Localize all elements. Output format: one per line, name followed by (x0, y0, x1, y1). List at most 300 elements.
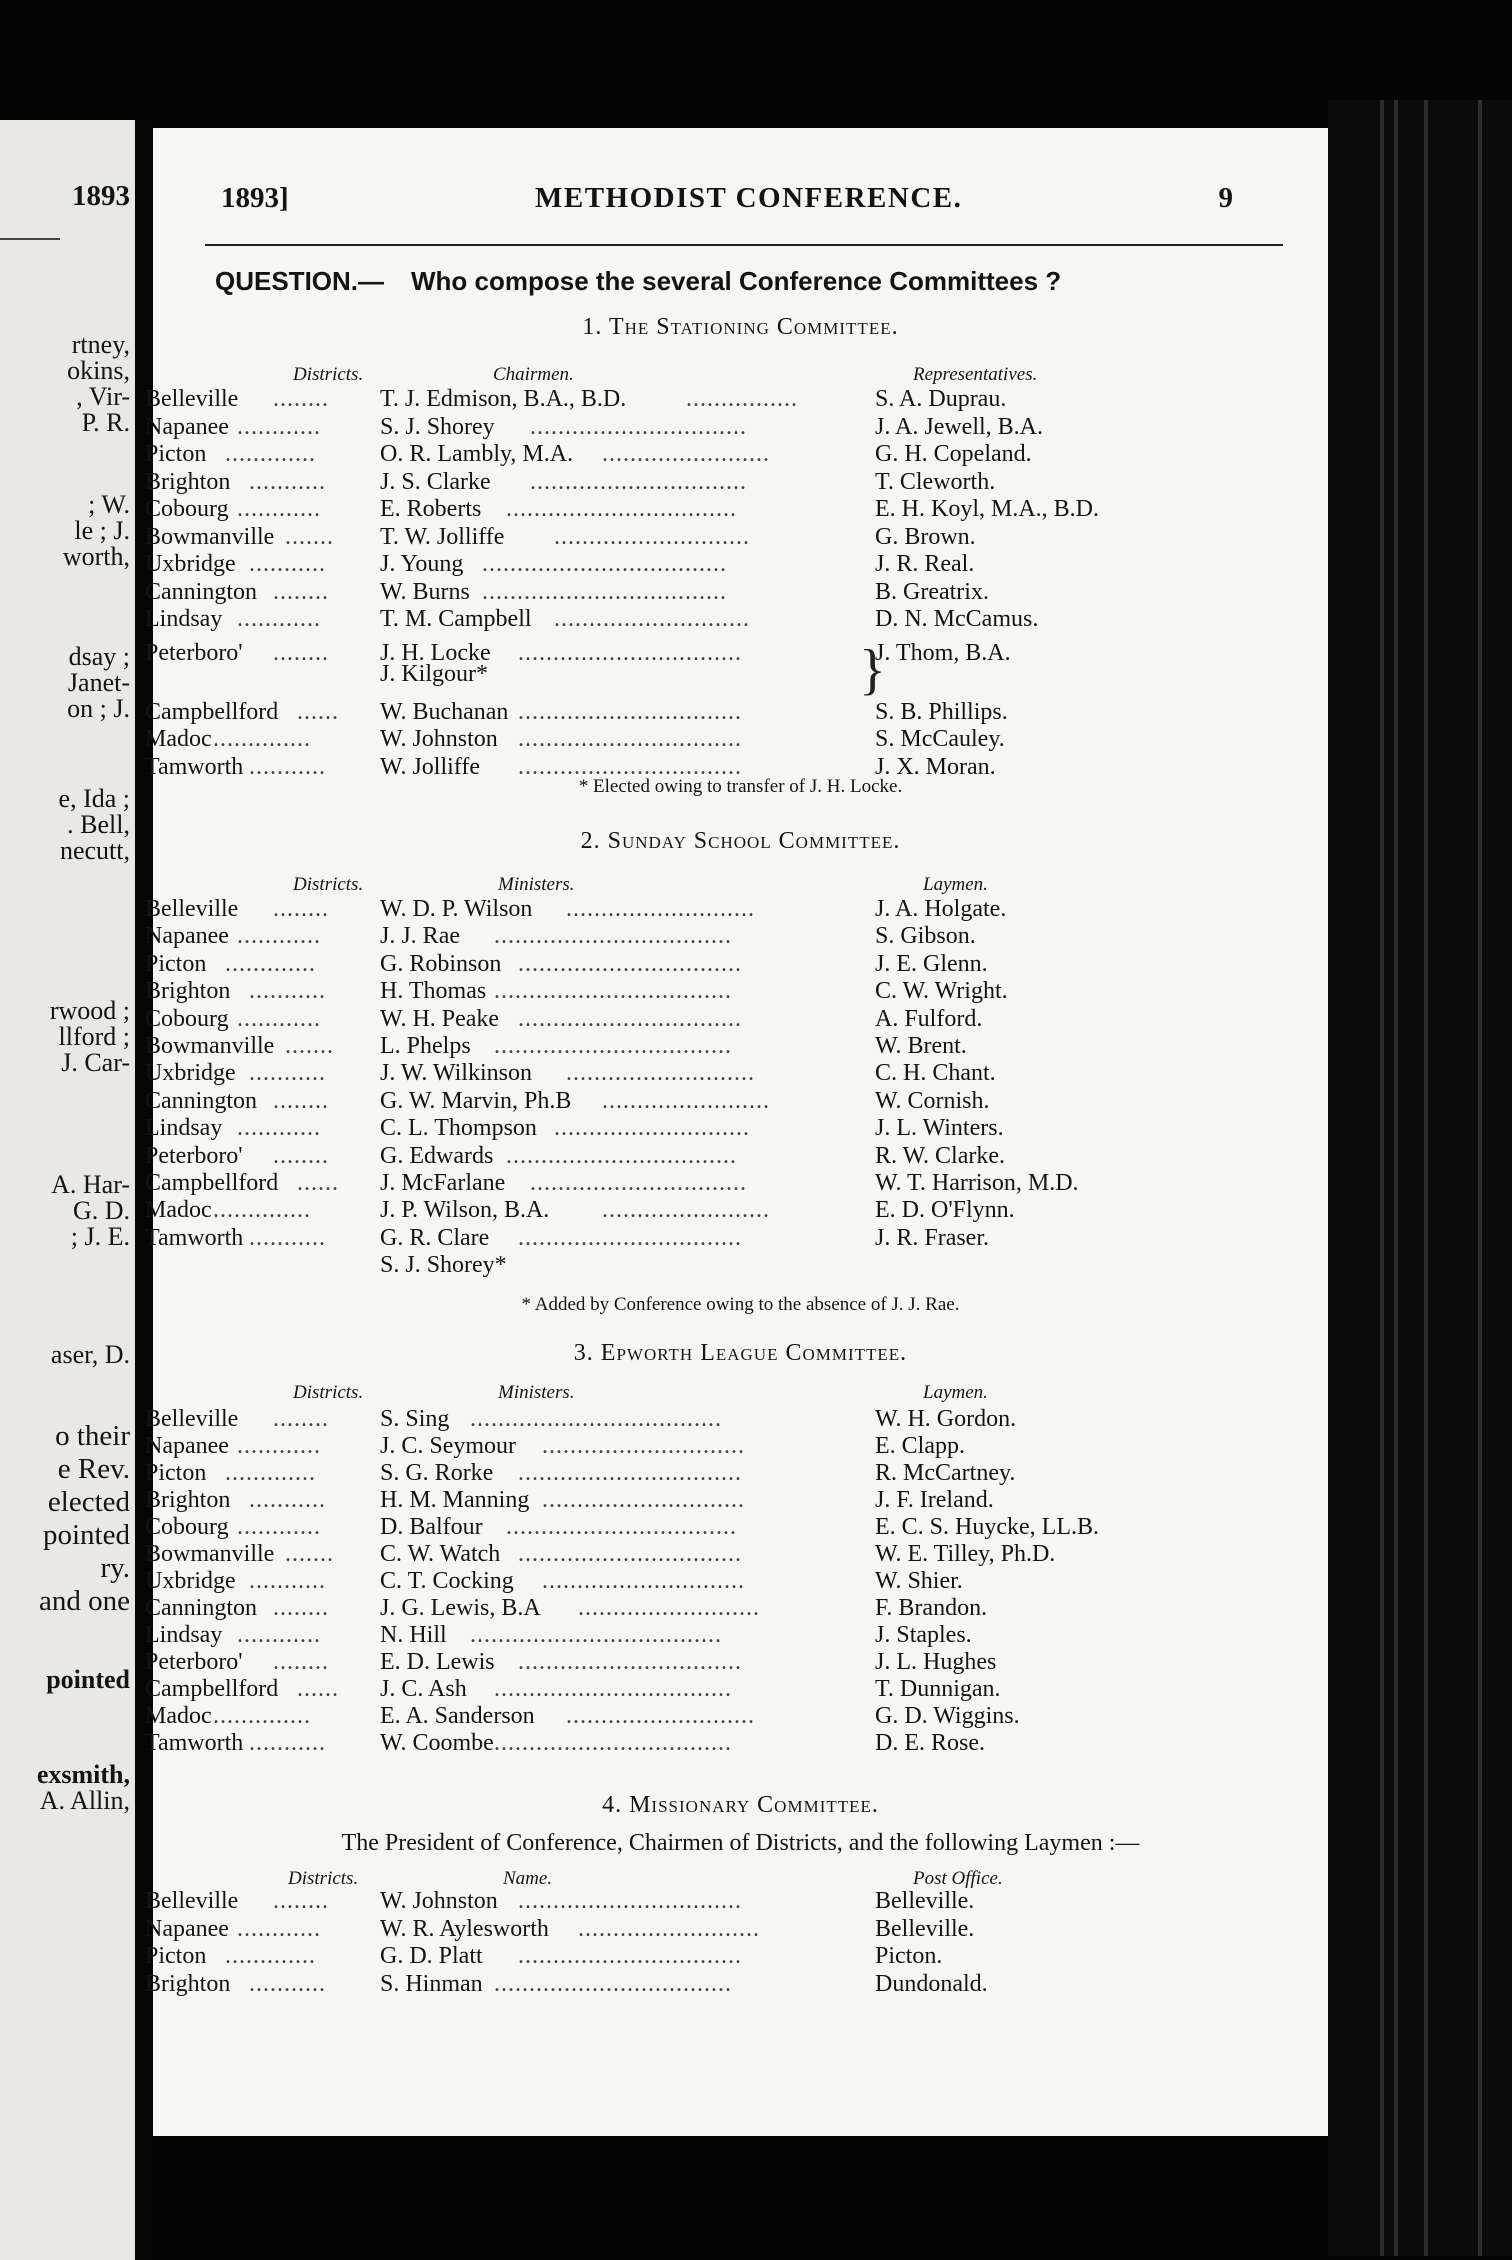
district-cell: Bowmanville (145, 1033, 275, 1059)
member-cell: S. J. Shorey (380, 413, 495, 440)
member-cell: W. Buchanan (380, 698, 509, 725)
committee-row (145, 551, 1328, 579)
district-cell: Picton (145, 1943, 207, 1969)
leader-dots: ............. (225, 441, 316, 467)
page-number: 9 (1218, 182, 1233, 214)
member-cell: J. S. Clarke (380, 468, 491, 495)
right-cell: W. Cornish. (875, 1087, 990, 1114)
leader-dots: ........ (273, 639, 329, 666)
district-cell: Napanee (145, 923, 229, 950)
leader-dots: ...... (297, 1170, 339, 1196)
district-cell: Brighton (145, 468, 231, 495)
right-cell: G. D. Wiggins. (875, 1703, 1020, 1729)
member-cell: T. W. Jolliffe (380, 523, 505, 550)
right-cell: S. McCauley. (875, 726, 1005, 752)
right-cell: E. D. O'Flynn. (875, 1197, 1015, 1224)
left-page-text: dsay ; (68, 642, 130, 671)
committee-row (145, 441, 1328, 469)
leader-dots: ........... (249, 1060, 326, 1087)
right-cell: J. L. Winters. (875, 1115, 1004, 1142)
member-cell: D. Balfour (380, 1514, 483, 1540)
right-cell: J. R. Real. (875, 551, 975, 577)
committee-row (145, 523, 1328, 552)
left-page-text: aser, D. (50, 1340, 130, 1369)
district-cell: Madoc (145, 1197, 212, 1224)
leader-dots: ................................ (518, 1888, 742, 1914)
left-page-text: A. Har- (51, 1170, 130, 1199)
committee-row (145, 1406, 1328, 1434)
member-cell: T. J. Edmison, B.A., B.D. (380, 386, 627, 412)
district-cell: Uxbridge (145, 1568, 236, 1594)
member-cell: J. Kilgour* (380, 661, 488, 687)
leader-dots: .................................... (470, 1622, 722, 1648)
leader-dots: ............ (237, 1433, 321, 1459)
left-page-text: 1893 (72, 180, 130, 212)
committee-row (145, 1888, 1328, 1916)
committee-row (145, 1060, 1328, 1088)
committee-row (145, 1005, 1328, 1034)
district-cell: Belleville (145, 896, 239, 922)
middle-header: Chairmen. (493, 364, 574, 385)
left-page-text: ry. (100, 1552, 130, 1584)
right-cell: E. H. Koyl, M.A., B.D. (875, 496, 1100, 522)
right-cell: T. Cleworth. (875, 468, 996, 495)
leader-dots: ............. (225, 1943, 316, 1969)
committee-row (145, 1460, 1328, 1488)
right-cell: S. A. Duprau. (875, 386, 1007, 412)
right-edge-binding (1328, 100, 1512, 2256)
member-cell: S. Sing (380, 1406, 450, 1432)
district-cell: Picton (145, 1460, 207, 1486)
member-cell: C. W. Watch (380, 1541, 501, 1567)
left-page-text: and one (39, 1585, 130, 1617)
right-cell: S. Gibson. (875, 923, 976, 950)
right-cell: B. Greatrix. (875, 578, 989, 605)
districts-header: Districts. (293, 1382, 364, 1403)
leader-dots: ................................ (518, 1005, 742, 1032)
district-cell: Cobourg (145, 1005, 229, 1032)
committee-row (145, 923, 1328, 951)
left-page-text: P. R. (81, 408, 130, 437)
committee-row (145, 496, 1328, 524)
committee-row (145, 1915, 1328, 1944)
right-cell: W. H. Gordon. (875, 1406, 1017, 1432)
middle-header: Ministers. (498, 874, 575, 895)
leader-dots: ............................... (530, 413, 747, 440)
left-header-rule (0, 238, 60, 240)
right-cell: W. Shier. (875, 1568, 963, 1594)
leader-dots: ....... (285, 1541, 334, 1567)
leader-dots: ............................... (530, 468, 747, 495)
leader-dots: ................................ (518, 1541, 742, 1567)
committee-row (145, 606, 1328, 634)
right-cell: Dundonald. (875, 1970, 988, 1997)
leader-dots: ........... (249, 1487, 326, 1513)
member-cell: W. Burns (380, 578, 470, 605)
left-page-text: necutt, (59, 836, 130, 865)
right-cell: J. A. Jewell, B.A. (875, 413, 1043, 440)
left-page-text: pointed (46, 1665, 130, 1694)
district-cell: Brighton (145, 1487, 231, 1513)
leader-dots: .................................. (494, 1730, 732, 1756)
leader-dots: .................................. (494, 923, 732, 950)
member-cell: J. C. Ash (380, 1676, 467, 1702)
right-cell: C. W. Wright. (875, 978, 1008, 1005)
right-cell: D. E. Rose. (875, 1730, 985, 1756)
middle-header: Name. (503, 1868, 553, 1889)
left-page-text: pointed (43, 1519, 130, 1551)
member-cell: N. Hill (380, 1622, 447, 1648)
member-cell: H. Thomas (380, 978, 487, 1005)
districts-header: Districts. (293, 874, 364, 895)
leader-dots: ........... (249, 1568, 326, 1594)
member-cell: C. L. Thompson (380, 1115, 537, 1142)
member-cell: G. W. Marvin, Ph.B (380, 1087, 572, 1114)
district-cell: Napanee (145, 1433, 229, 1459)
leader-dots: .......................... (578, 1915, 760, 1942)
member-cell: T. M. Campbell (380, 606, 532, 632)
left-page-text: ; J. E. (70, 1222, 130, 1251)
member-cell: G. Robinson (380, 950, 502, 977)
member-cell: J. G. Lewis, B.A (380, 1595, 541, 1621)
member-cell: J. P. Wilson, B.A. (380, 1197, 550, 1224)
district-cell: Campbellford (145, 1170, 279, 1196)
right-cell: E. Clapp. (875, 1433, 965, 1459)
district-cell: Picton (145, 441, 207, 467)
leader-dots: .................................. (494, 978, 732, 1005)
committee-row (153, 661, 1328, 689)
leader-dots: ........................ (602, 441, 770, 467)
leader-dots: ............................ (554, 606, 750, 632)
right-cell: W. T. Harrison, M.D. (875, 1170, 1079, 1196)
member-cell: J. McFarlane (380, 1170, 506, 1196)
left-page-text: . Bell, (67, 810, 130, 839)
leader-dots: .................................. (494, 1033, 732, 1059)
district-cell: Uxbridge (145, 551, 236, 577)
right-cell: A. Fulford. (875, 1005, 983, 1032)
leader-dots: ............................ (554, 1115, 750, 1142)
districts-header: Districts. (288, 1868, 359, 1889)
leader-dots: ................................ (518, 1649, 742, 1675)
member-cell: J. C. Seymour (380, 1433, 517, 1459)
header-year: 1893] (221, 182, 289, 214)
member-cell: J. W. Wilkinson (380, 1060, 532, 1087)
right-cell: J. E. Glenn. (875, 950, 988, 977)
district-cell: Cannington (145, 1087, 257, 1114)
leader-dots: ............................. (542, 1487, 745, 1513)
leader-dots: ................ (686, 386, 798, 412)
footnote: * Added by Conference owing to the absence of J. J. Rae. (521, 1294, 960, 1315)
right-cell: J. X. Moran. (875, 753, 996, 780)
leader-dots: ................................ (518, 639, 742, 666)
right-cell: G. H. Copeland. (875, 441, 1032, 467)
running-header (153, 182, 1328, 222)
district-cell: Picton (145, 950, 207, 977)
leader-dots: ....... (285, 1033, 334, 1059)
left-page-text: e, Ida ; (58, 784, 130, 813)
district-cell: Lindsay (145, 1622, 223, 1648)
leader-dots: .................................... (470, 1406, 722, 1432)
leader-dots: ................................... (482, 551, 727, 577)
leader-dots: ........... (249, 551, 326, 577)
leader-dots: ................................ (518, 698, 742, 725)
leader-dots: ............ (237, 1514, 321, 1540)
member-cell: J. Young (380, 551, 464, 577)
right-cell: J. Thom, B.A. (875, 639, 1011, 666)
committee-row (145, 1224, 1328, 1253)
leader-dots: ............................... (530, 1170, 747, 1196)
right-cell: Picton. (875, 1943, 943, 1969)
member-cell: W. Johnston (380, 726, 498, 752)
committee-row (145, 1541, 1328, 1569)
leader-dots: ............ (237, 1622, 321, 1648)
committee-row (145, 950, 1328, 979)
member-cell: G. D. Platt (380, 1943, 483, 1969)
leader-dots: ........ (273, 1087, 329, 1114)
leader-dots: ........ (273, 1649, 329, 1675)
member-cell: C. T. Cocking (380, 1568, 514, 1594)
left-page-text: exsmith, (36, 1760, 130, 1789)
leader-dots: ............................ (554, 523, 750, 550)
committee-row (145, 978, 1328, 1006)
leader-dots: ........... (249, 753, 326, 780)
leader-dots: .............. (213, 726, 311, 752)
left-page-text: e Rev. (57, 1453, 130, 1485)
right-cell: F. Brandon. (875, 1595, 988, 1621)
leader-dots: ............ (237, 1115, 321, 1142)
leader-dots: ................................ (518, 1943, 742, 1969)
leader-dots: ........ (273, 1142, 329, 1169)
leader-dots: ........................ (602, 1087, 770, 1114)
district-cell: Madoc (145, 1703, 212, 1729)
right-cell: J. A. Holgate. (875, 896, 1007, 922)
committee-row (145, 1943, 1328, 1971)
committee-row (145, 1595, 1328, 1623)
leader-dots: ................................. (506, 1142, 737, 1169)
member-cell: E. Roberts (380, 496, 482, 522)
leader-dots: ........... (249, 468, 326, 495)
committee-row (145, 726, 1328, 754)
district-cell: Uxbridge (145, 1060, 236, 1087)
right-cell: D. N. McCamus. (875, 606, 1039, 632)
leader-dots: ...... (297, 1676, 339, 1702)
leader-dots: ........... (249, 1730, 326, 1756)
page (145, 128, 1328, 2136)
leader-dots: ........................ (602, 1197, 770, 1224)
leader-dots: ........... (249, 1970, 326, 1997)
member-cell: W. Johnston (380, 1888, 498, 1914)
left-page-text: worth, (62, 542, 130, 571)
district-cell: Cobourg (145, 1514, 229, 1540)
committee-row (145, 386, 1328, 414)
leader-dots: ........ (273, 1888, 329, 1914)
leader-dots: ........ (273, 578, 329, 605)
right-cell: R. W. Clarke. (875, 1142, 1005, 1169)
member-cell: H. M. Manning (380, 1487, 530, 1513)
committee-row (145, 1087, 1328, 1116)
question-label: QUESTION.— (215, 266, 385, 296)
district-cell: Campbellford (145, 1676, 279, 1702)
committee-row (153, 1252, 1328, 1280)
left-page-text: elected (47, 1486, 130, 1518)
district-cell: Brighton (145, 978, 231, 1005)
committee-title: 2. Sunday School Committee. (580, 828, 901, 854)
leader-dots: ...... (297, 698, 339, 725)
leader-dots: ........ (273, 1406, 329, 1432)
leader-dots: ............................. (542, 1433, 745, 1459)
district-cell: Campbellford (145, 698, 279, 725)
committee-row (145, 413, 1328, 442)
left-page-text: le ; J. (74, 516, 130, 545)
committee-row (145, 1676, 1328, 1704)
committee-row (145, 1197, 1328, 1225)
left-page-text: rwood ; (49, 996, 130, 1025)
right-cell: G. Brown. (875, 523, 976, 550)
leader-dots: ............ (237, 1915, 321, 1942)
committee-intro: The President of Conference, Chairmen of Districts, and the following Laymen :— (341, 1830, 1140, 1856)
committee-row (145, 1033, 1328, 1061)
member-cell: W. D. P. Wilson (380, 896, 533, 922)
right-cell: Belleville. (875, 1915, 975, 1942)
member-cell: S. Hinman (380, 1970, 483, 1997)
leader-dots: ........................... (566, 1060, 755, 1087)
leader-dots: ................................. (506, 496, 737, 522)
leader-dots: ........ (273, 896, 329, 922)
header-title: METHODIST CONFERENCE. (535, 182, 963, 214)
right-cell: J. R. Fraser. (875, 1224, 989, 1251)
district-cell: Cannington (145, 1595, 257, 1621)
right-header: Representatives. (913, 364, 1038, 385)
member-cell: G. Edwards (380, 1142, 494, 1169)
district-cell: Tamworth (145, 1730, 244, 1756)
leader-dots: ............ (237, 606, 321, 632)
right-cell: Belleville. (875, 1888, 975, 1914)
left-page-fragment (0, 120, 135, 2260)
left-page-text: llford ; (58, 1022, 130, 1051)
right-cell: J. Staples. (875, 1622, 972, 1648)
right-cell: C. H. Chant. (875, 1060, 996, 1087)
leader-dots: ............. (225, 950, 316, 977)
leader-dots: ........ (273, 1595, 329, 1621)
committee-title: 3. Epworth League Committee. (573, 1340, 908, 1366)
left-page-text: on ; J. (67, 694, 130, 723)
left-page-text: o their (55, 1420, 130, 1452)
right-header: Laymen. (923, 1382, 988, 1403)
member-cell: E. A. Sanderson (380, 1703, 535, 1729)
leader-dots: .......................... (578, 1595, 760, 1621)
leader-dots: ............ (237, 413, 321, 440)
leader-dots: .............. (213, 1703, 311, 1729)
district-cell: Belleville (145, 1406, 239, 1432)
leader-dots: ................................ (518, 753, 742, 780)
leader-dots: .................................. (494, 1970, 732, 1997)
district-cell: Madoc (145, 726, 212, 752)
middle-header: Ministers. (498, 1382, 575, 1403)
district-cell: Brighton (145, 1970, 231, 1997)
leader-dots: ................................ (518, 726, 742, 752)
committee-row (145, 578, 1328, 607)
district-cell: Bowmanville (145, 1541, 275, 1567)
committee-title: 4. Missionary Committee. (602, 1792, 879, 1818)
districts-header: Districts. (293, 364, 364, 385)
committee-row (145, 1730, 1328, 1758)
right-cell: W. Brent. (875, 1033, 967, 1059)
right-cell: T. Dunnigan. (875, 1676, 1001, 1702)
committee-row (145, 1142, 1328, 1171)
leader-dots: .................................. (494, 1676, 732, 1702)
leader-dots: ............................. (542, 1568, 745, 1594)
committee-row (145, 1433, 1328, 1461)
district-cell: Tamworth (145, 753, 244, 780)
district-cell: Belleville (145, 1888, 239, 1914)
district-cell: Lindsay (145, 606, 223, 632)
committee-row (145, 468, 1328, 497)
leader-dots: .............. (213, 1197, 311, 1224)
district-cell: Napanee (145, 413, 229, 440)
leader-dots: ............ (237, 1005, 321, 1032)
leader-dots: ................................ (518, 950, 742, 977)
member-cell: W. R. Aylesworth (380, 1915, 549, 1942)
footnote: * Elected owing to transfer of J. H. Locke. (578, 776, 903, 797)
left-page-text: okins, (67, 356, 130, 385)
member-cell: W. Jolliffe (380, 753, 480, 780)
left-page-text: ; W. (88, 490, 130, 519)
committee-row (145, 698, 1328, 727)
right-cell: E. C. S. Huycke, LL.B. (875, 1514, 1099, 1540)
committee-title: 1. The Stationing Committee. (582, 314, 899, 340)
question-text: Who compose the several Conference Committees ? (411, 266, 1062, 296)
member-cell: W. H. Peake (380, 1005, 500, 1032)
right-header: Laymen. (923, 874, 988, 895)
member-cell: S. J. Shorey* (380, 1252, 507, 1279)
committee-row (145, 1970, 1328, 1999)
leader-dots: ............. (225, 1460, 316, 1486)
leader-dots: ............ (237, 496, 321, 522)
committee-row (145, 896, 1328, 924)
member-cell: G. R. Clare (380, 1224, 490, 1251)
leader-dots: ........... (249, 1224, 326, 1251)
member-cell: W. Coombe (380, 1730, 494, 1756)
left-page-text: rtney, (71, 330, 130, 359)
right-cell: J. F. Ireland. (875, 1487, 994, 1513)
right-cell: R. McCartney. (875, 1460, 1016, 1486)
right-cell: S. B. Phillips. (875, 698, 1008, 725)
leader-dots: ........................... (566, 1703, 755, 1729)
district-cell: Peterboro' (145, 639, 243, 666)
member-cell: E. D. Lewis (380, 1649, 495, 1675)
leader-dots: ........................... (566, 896, 755, 922)
leader-dots: ................................ (518, 1460, 742, 1486)
leader-dots: ........ (273, 386, 329, 412)
member-cell: L. Phelps (380, 1033, 471, 1059)
district-cell: Cobourg (145, 496, 229, 522)
committee-row (145, 1115, 1328, 1143)
district-cell: Belleville (145, 386, 239, 412)
leader-dots: ................................ (518, 1224, 742, 1251)
brace-symbol: } (859, 639, 886, 701)
right-cell: J. L. Hughes (875, 1649, 997, 1675)
committee-row (145, 1170, 1328, 1198)
right-cell: W. E. Tilley, Ph.D. (875, 1541, 1056, 1567)
member-cell: J. J. Rae (380, 923, 460, 950)
member-cell: S. G. Rorke (380, 1460, 494, 1486)
leader-dots: ....... (285, 523, 334, 550)
left-page-text: G. D. (72, 1196, 130, 1225)
leader-dots: ........... (249, 978, 326, 1005)
district-cell: Napanee (145, 1915, 229, 1942)
left-page-text: A. Allin, (39, 1786, 130, 1815)
committee-row (145, 1487, 1328, 1515)
